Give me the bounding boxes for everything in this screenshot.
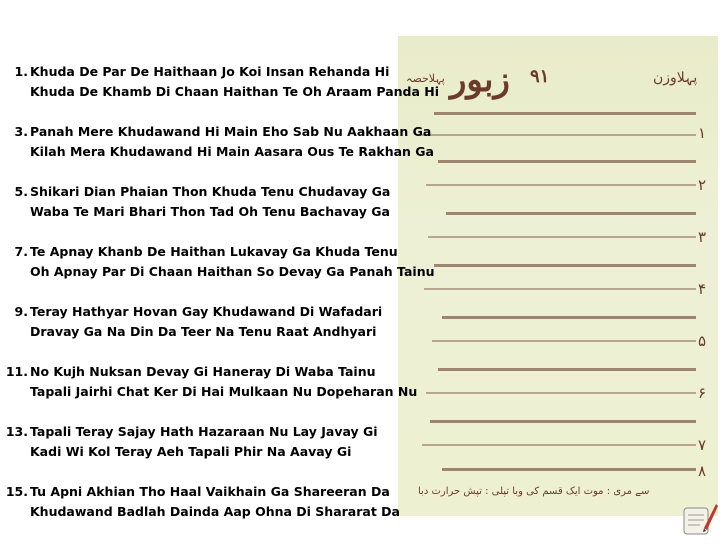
scan-footnote: سے مری : موت ایک قسم کی وبا تپلی : تپش حرارت دبا bbox=[418, 486, 650, 497]
verse-line: No Kujh Nuksan Devay Gi Haneray Di Waba Tainu bbox=[30, 364, 376, 379]
scan-label: پہلاحصہ bbox=[406, 72, 445, 85]
scan-verse-number: ۳ bbox=[698, 228, 707, 246]
verse-item bbox=[0, 184, 420, 244]
verse-number: 5. bbox=[14, 184, 28, 199]
verse-item bbox=[0, 304, 420, 364]
verse-line: Tapali Teray Sajay Hath Hazaraan Nu Lay Javay Gi bbox=[30, 424, 378, 439]
scan-text-line bbox=[426, 184, 696, 186]
verse-number: 1. bbox=[14, 64, 28, 79]
verse-item bbox=[0, 484, 420, 544]
scan-verse-number: ۵ bbox=[698, 332, 707, 350]
verse-item bbox=[0, 244, 435, 304]
scan-text-line bbox=[424, 288, 696, 290]
verse-number: 9. bbox=[14, 304, 28, 319]
verse-line: Dravay Ga Na Din Da Teer Na Tenu Raat Andhyari bbox=[30, 324, 377, 339]
scan-verse-number: ۶ bbox=[698, 384, 707, 402]
verse-item bbox=[0, 424, 420, 484]
verse-line: Te Apnay Khanb De Haithan Lukavay Ga Khuda Tenu bbox=[30, 244, 398, 259]
scan-verse-number: ۷ bbox=[698, 436, 707, 454]
scan-text-line bbox=[434, 264, 696, 267]
scan-text-line bbox=[438, 368, 696, 371]
verse-number: 13. bbox=[5, 424, 28, 439]
scan-text-line bbox=[430, 420, 696, 423]
verse-number: 15. bbox=[5, 484, 28, 499]
verse-line: Teray Hathyar Hovan Gay Khudawand Di Wafadari bbox=[30, 304, 383, 319]
verse-line: Khuda De Par De Haithaan Jo Koi Insan Rehanda Hi bbox=[30, 64, 390, 79]
scan-text-line bbox=[428, 236, 696, 238]
scan-text-line bbox=[442, 468, 696, 471]
scan-text-line bbox=[446, 212, 696, 215]
scan-verse-number: ۲ bbox=[698, 176, 707, 194]
verse-line: Khudawand Badlah Dainda Aap Ohna Di Shararat Da bbox=[30, 504, 400, 519]
scan-text-line bbox=[442, 316, 696, 319]
verse-number: 7. bbox=[14, 244, 28, 259]
verse-item bbox=[0, 124, 434, 184]
scan-verse-number: ۱ bbox=[698, 124, 707, 142]
verse-line: Shikari Dian Phaian Thon Khuda Tenu Chudavay Ga bbox=[30, 184, 391, 199]
scan-text-line bbox=[422, 444, 696, 446]
verse-line: Kadi Wi Kol Teray Aeh Tapali Phir Na Aavay Gi bbox=[30, 444, 352, 459]
scan-number: ۹۱ bbox=[530, 66, 550, 87]
scan-text-line bbox=[432, 340, 696, 342]
scan-verse-number: ۴ bbox=[698, 280, 707, 298]
verse-line: Khuda De Khamb Di Chaan Haithan Te Oh Araam Panda Hi bbox=[30, 84, 440, 99]
verse-line: Tu Apni Akhian Tho Haal Vaikhain Ga Shareeran Da bbox=[30, 484, 390, 499]
scan-text-line bbox=[434, 112, 696, 115]
verse-item bbox=[0, 364, 420, 424]
verse-number: 11. bbox=[5, 364, 28, 379]
verse-line: Panah Mere Khudawand Hi Main Eho Sab Nu Aakhaan Ga bbox=[30, 124, 432, 139]
scan-text-line bbox=[438, 160, 696, 163]
verse-number: 3. bbox=[14, 124, 28, 139]
scan-text-line bbox=[422, 134, 696, 136]
scan-title: زبور bbox=[450, 60, 510, 100]
scan-verse-number: ۸ bbox=[698, 462, 707, 480]
verse-line: Tapali Jairhi Chat Ker Di Hai Mulkaan Nu Dopeharan Nu bbox=[30, 384, 418, 399]
verse-line: Oh Apnay Par Di Chaan Haithan So Devay Ga Panah Tainu bbox=[30, 264, 435, 279]
urdu-scan-image bbox=[398, 36, 718, 516]
scan-subtitle: پہلاوزن bbox=[653, 70, 698, 86]
verse-line: Waba Te Mari Bhari Thon Tad Oh Tenu Bachavay Ga bbox=[30, 204, 390, 219]
verse-line: Kilah Mera Khudawand Hi Main Aasara Ous Te Rakhan Ga bbox=[30, 144, 434, 159]
scan-text-line bbox=[426, 392, 696, 394]
quill-scroll-icon bbox=[680, 498, 720, 538]
